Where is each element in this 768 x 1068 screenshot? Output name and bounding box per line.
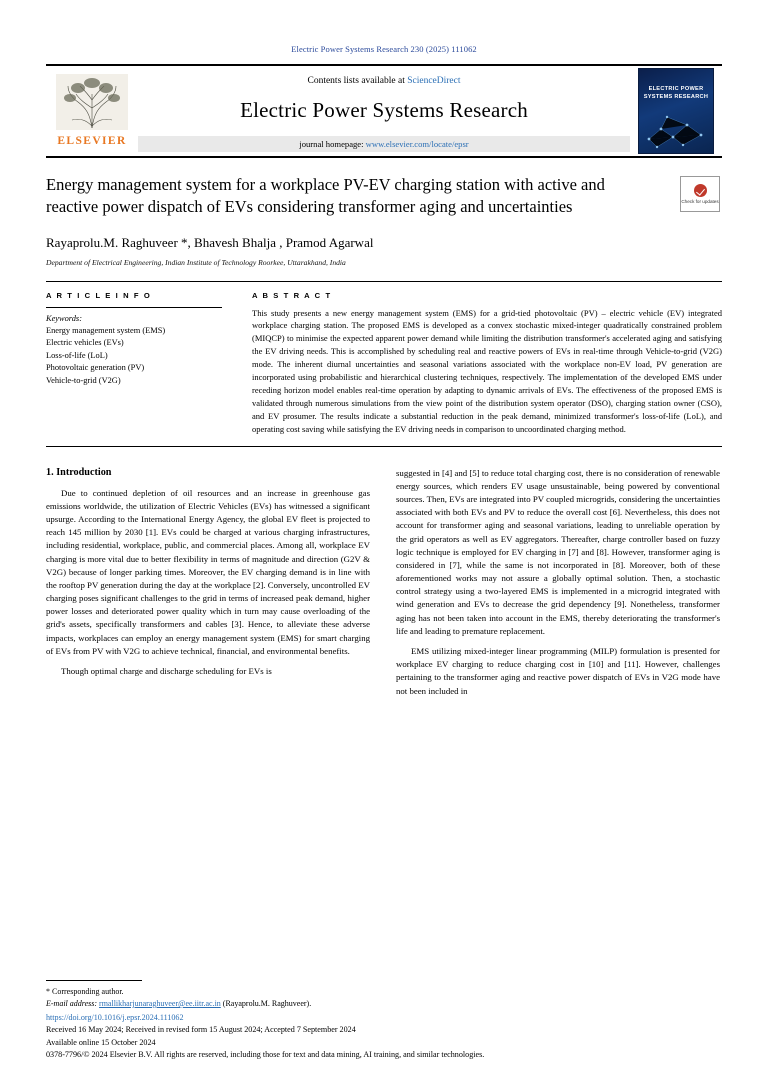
crossmark-label: Check for updates: [681, 199, 719, 204]
copyright-line: 0378-7796/© 2024 Elsevier B.V. All rights are reserved, including those for text and data mining, AI training, and similar technologies.: [46, 1050, 485, 1060]
email-link[interactable]: rmallikharjunaraghuveer@ee.iitr.ac.in: [99, 999, 221, 1008]
received-dates: Received 16 May 2024; Received in revised form 15 August 2024; Accepted 7 September 2024: [46, 1025, 356, 1035]
article-info-rule: [46, 307, 222, 308]
body-columns: [46, 467, 722, 705]
paragraph: EMS utilizing mixed-integer linear programming (MILP) formulation is presented for workplace EV charging to reduce charging cost in [10] and [11]. However, challenges pertaining to the transformer aging and reactive power dispatch of EVs in V2G mode have not been included in: [396, 646, 720, 696]
journal-masthead: [46, 64, 722, 158]
doi-link[interactable]: https://doi.org/10.1016/j.epsr.2024.111062: [46, 1012, 184, 1022]
page-title: Energy management system for a workplace PV-EV charging station with active and reactive power dispatch of EVs considering transformer aging and uncertainties: [46, 175, 605, 217]
article-info-heading: A R T I C L E I N F O: [46, 290, 152, 300]
journal-homepage-band: [138, 136, 630, 152]
abstract-text: This study presents a new energy management system (EMS) for a grid-tied photovoltaic (PV) – electric vehicle (EV) integrated workplace charging station. The proposed EMS is developed as a convex stochastic mixed-integer quadratically constrained problem (MIQCP) to minimise the expected apparent power demand while limiting the distribution transformer's accelerated aging and satisfying the EV driving needs. This is accomplished by scheduling real and reactive powers of EVs in real-time through Vehicle-to-grid (V2G) mode. The inherent diurnal uncertainties and seasonal variations associated with the workplace non-EV load, PV generation are incorporated using probabilistic and hierarchical clustering techniques, respectively. The implementation of the developed EMS under receding horizon model enables real-time operation by adapting to dynamic arrivals of EVs. The effectiveness of the proposed EMS is validated through numerous simulations from the view point of the distribution system operator (DSO), charging station owner (CSO), and EV prosumer. The results indicate a substantial reduction in the peak demand, minimized transformer's loss-of-life (LoL), and operating cost saving while satisfying the EV driving needs in comparison to uncoordinated charging method.: [252, 307, 722, 434]
elsevier-logo: [46, 66, 138, 156]
abstract: [242, 291, 722, 436]
contents-prefix: Contents lists available at: [307, 76, 408, 86]
title-block: [46, 174, 722, 267]
column-left: [46, 467, 370, 705]
journal-reference: Electric Power Systems Research 230 (2025) 111062: [291, 44, 477, 54]
crossmark-icon: [694, 184, 707, 197]
contents-line: [307, 76, 460, 86]
section-title-introduction: 1. Introduction: [46, 466, 112, 478]
journal-title: Electric Power Systems Research: [240, 98, 528, 122]
keyword-item: Vehicle-to-grid (V2G): [46, 375, 121, 385]
paragraph: suggested in [4] and [5] to reduce total charging cost, there is no consideration of renewable energy sources, which renders EV usage unsustainable, being powered by conventional sources. Then, EVs are integrated into PV coupled microgrids, considering the uncertainties associated with both EVs and PV to reduce the overall cost [6]. Nevertheless, this does not account for transformer aging and seasonal variations, leading to unreliable operation by the grid operators as well as EV aggregators. Thereafter, charge controller based on fuzzy logic technique is employed for EV charging in [7] and [8]. However, transformer aging is considered in [7], while the same is not incorporated in [8]. Moreover, both of these aforementioned works may not assure a globally optimal solution. Then, a stochastic control strategy using a two-layered EMS is implemented in a microgrid integrated with wind generation and EVs to decrease the grid dependency [9]. Nonetheless, transformer aging has not been taken into account in the EMS, thereby deteriorating the transformer's life and leading to premature replacement.: [396, 467, 720, 636]
keyword-item: Electric vehicles (EVs): [46, 338, 124, 348]
paragraph: Though optimal charge and discharge scheduling for EVs is: [61, 666, 272, 677]
author-list: Rayaprolu.M. Raghuveer *, Bhavesh Bhalja , Pramod Agarwal: [46, 234, 374, 250]
abstract-heading: A B S T R A C T: [252, 290, 332, 300]
homepage-link[interactable]: www.elsevier.com/locate/epsr: [365, 139, 469, 149]
keyword-item: Loss-of-life (LoL): [46, 350, 108, 360]
cover-artwork: [638, 68, 714, 154]
footnote-rule: [46, 980, 142, 981]
colophon: [46, 1012, 726, 1062]
email-line: [46, 998, 370, 1010]
keyword-item: Energy management system (EMS): [46, 325, 166, 335]
elsevier-tree-icon: [56, 74, 128, 130]
corresponding-author-note: * Corresponding author.: [46, 987, 124, 996]
keywords-label: Keywords:: [46, 313, 82, 323]
affiliation: Department of Electrical Engineering, Indian Institute of Technology Roorkee, Uttarakhand, India: [46, 257, 346, 267]
cover-title: ELECTRIC POWER SYSTEMS RESEARCH: [643, 86, 709, 101]
paragraph: Due to continued depletion of oil resources and an increase in greenhouse gas emissions worldwide, the utilization of Electric Vehicles (EVs) has witnessed a significant upsurge. According to the International Energy Agency, the global EV fleet is projected to reach 145 million by 2030 [1]. EVs could be charged at various charging infrastructures, including residential, workplace, public, and commercial places. Among all, workplace EV charging is more vital due to better flexibility in terms of magnitude and direction (G2V & V2G) because of longer parking times. Moreover, the EV charging demand is in line with the rooftop PV generation during the day at the workplace [2]. Conversely, uncontrolled EV charging poses significant challenges to the grid in terms of increased peak demand, higher power losses and deteriorated power quality which in turn may cause overloading of the grid's assets, specifically transformers and cables [3]. Hence, to alleviate these adverse impacts, workplaces can employ an energy management system (EMS) for smart charging of EVs from PV with V2G to achieve technical, financial, and environmental benefits.: [46, 487, 370, 656]
masthead-center: [138, 66, 630, 156]
paper-page: [0, 44, 768, 1068]
available-online: Available online 15 October 2024: [46, 1037, 156, 1047]
elsevier-wordmark: ELSEVIER: [57, 135, 127, 147]
email-label: E-mail address:: [46, 999, 98, 1008]
crossmark-badge[interactable]: [680, 176, 720, 212]
keyword-item: Photovoltaic generation (PV): [46, 363, 145, 373]
sciencedirect-link[interactable]: ScienceDirect: [407, 76, 461, 86]
cover-network-graphic: [643, 109, 709, 149]
email-person: (Rayaprolu.M. Raghuveer).: [222, 999, 312, 1008]
footnote: [46, 980, 370, 1010]
homepage-prefix: journal homepage:: [299, 139, 366, 149]
info-abstract-block: [46, 281, 722, 447]
journal-cover-thumbnail: [630, 66, 722, 156]
article-info: [46, 291, 242, 436]
column-right: [396, 467, 720, 705]
